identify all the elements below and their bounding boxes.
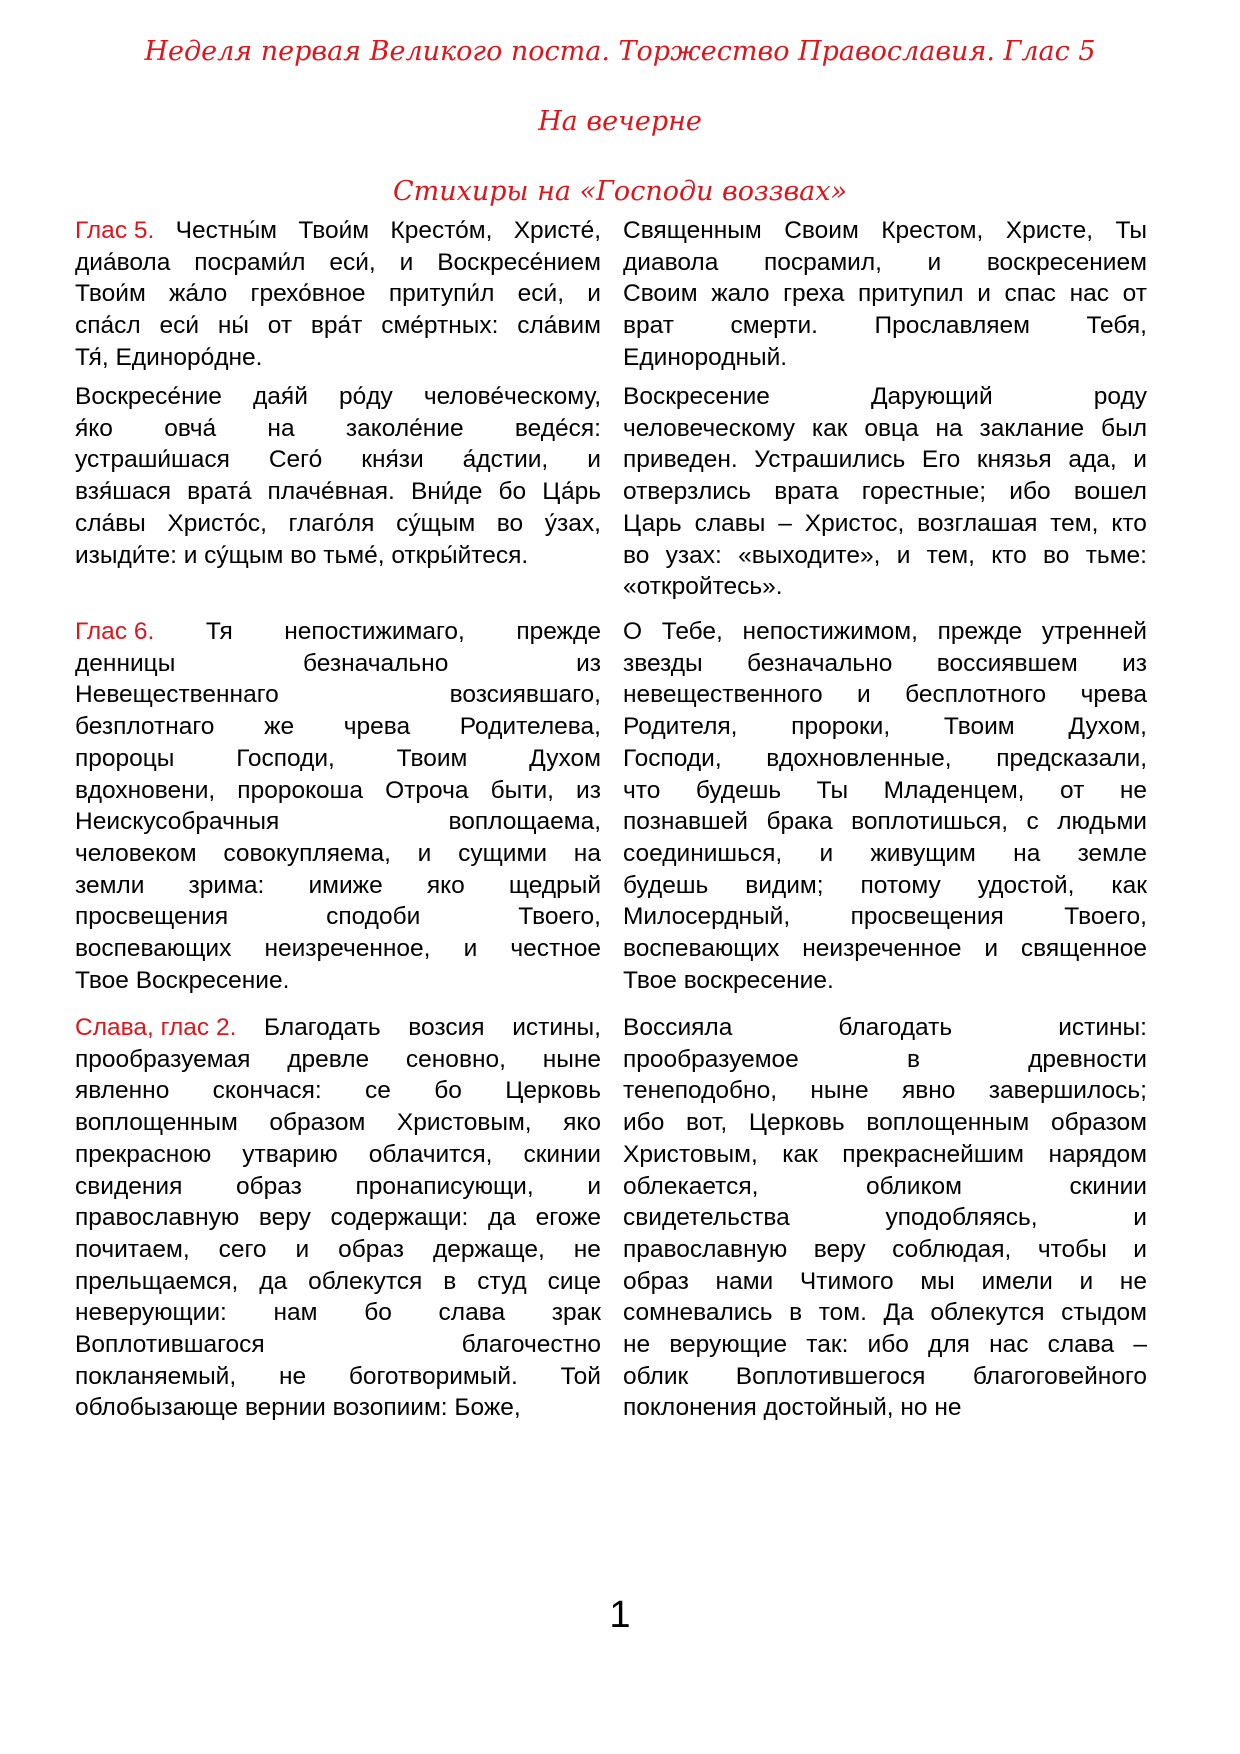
- russian-translation-line: Священным Своим Крестом, Христе, Ты: [623, 217, 1147, 244]
- document-title: Неделя первая Великого поста. Торжество Православия. Глас 5: [144, 36, 1096, 67]
- church-slavonic-line: неверующии: нам бо слава зрак: [75, 1299, 601, 1327]
- church-slavonic-line: свидения образ пронаписующи, и: [75, 1172, 601, 1200]
- rubric-label: Слава, глас 2.: [75, 1014, 237, 1041]
- russian-translation-line: соединишься, и живущим на земле: [623, 839, 1147, 867]
- church-slavonic-line: спа́сл еси́ ны́ от вра́т сме́ртных: сла́вим: [75, 312, 601, 340]
- russian-translation-line: будешь видим; потому удостой, как: [623, 871, 1147, 899]
- church-slavonic-line: явленно скончася: се бо Церковь: [75, 1077, 601, 1105]
- russian-translation-line: диавола посрамил, и воскресением: [623, 248, 1147, 276]
- russian-translation-line: не верующие так: ибо для нас слава –: [623, 1331, 1147, 1358]
- church-slavonic-line: воспевающих неизреченное, и честное: [75, 935, 601, 962]
- church-slavonic-line: я́ко овча́ на заколе́ние веде́ся:: [75, 414, 601, 442]
- church-slavonic-line: просвещения сподоби Твоего,: [75, 903, 601, 931]
- russian-translation-line: что будешь Ты Младенцем, от не: [623, 776, 1147, 804]
- russian-translation-line: во узах: «выходите», и тем, кто во тьме:: [623, 541, 1147, 569]
- church-slavonic-line: земли зрима: имиже яко щедрый: [75, 871, 601, 899]
- church-slavonic-line: Невещественнаго возсиявшаго,: [75, 681, 601, 709]
- russian-translation-line: образ нами Чтимого мы имели и не: [623, 1267, 1147, 1295]
- russian-translation-line: Воссияла благодать истины:: [623, 1014, 1147, 1041]
- church-slavonic-line: безплотнаго же чрева Родителева,: [75, 713, 601, 741]
- russian-translation-line: Милосердный, просвещения Твоего,: [623, 903, 1147, 931]
- russian-translation-line: тенеподобно, ныне явно завершилось;: [623, 1077, 1147, 1105]
- church-slavonic-line: сла́вы Христо́с, глаго́ля су́щым во у́зах,: [75, 509, 601, 537]
- russian-translation-line: ибо вот, Церковь воплощенным образом: [623, 1109, 1147, 1137]
- church-slavonic-line: человеком совокупляема, и сущими на: [75, 839, 601, 867]
- russian-translation-line: поклонения достойный, но не: [623, 1394, 962, 1422]
- church-slavonic-line: Твое Воскресение.: [75, 966, 290, 994]
- russian-translation-line: облекается, обликом скинии: [623, 1172, 1147, 1200]
- church-slavonic-line: Глас 6. Тя непостижимаго, прежде: [75, 615, 601, 649]
- russian-translation-line: прообразуемое в древности: [623, 1045, 1147, 1073]
- russian-translation-line: Господи, вдохновленные, предсказали,: [623, 744, 1147, 772]
- church-slavonic-line: вдохновени, пророкоша Отроча быти, из: [75, 776, 601, 804]
- russian-translation-line: православную веру соблюдая, чтобы и: [623, 1235, 1147, 1263]
- church-slavonic-line: Воплотившагося благочестно: [75, 1331, 601, 1358]
- russian-translation-line: Своим жало греха притупил и спас нас от: [623, 280, 1147, 308]
- russian-translation-line: свидетельства уподобляясь, и: [623, 1204, 1147, 1232]
- russian-translation-line: облик Воплотившегося благоговейного: [623, 1362, 1147, 1390]
- church-slavonic-line: Глас 5. Честны́м Твои́м Кресто́м, Христе́,: [75, 214, 601, 248]
- rubric-label: Глас 5.: [75, 217, 155, 244]
- russian-translation-line: врат смерти. Прославляем Тебя,: [623, 312, 1147, 340]
- church-slavonic-line: облобызающе вернии возопиим: Боже,: [75, 1394, 521, 1422]
- service-heading: На вечерне: [538, 106, 702, 137]
- church-slavonic-line: изыди́те: и су́щым во тьме́, откры́йтеся.: [75, 541, 529, 569]
- russian-translation-line: О Тебе, непостижимом, прежде утренней: [623, 618, 1147, 645]
- russian-translation-line: звезды безначально воссиявшем из: [623, 649, 1147, 677]
- russian-translation-line: познавшей брака воплотишься, с людьми: [623, 808, 1147, 836]
- church-slavonic-line: устраши́шася Сего́ кня́зи а́дстии, и: [75, 446, 601, 474]
- church-slavonic-line: почитаем, сего и образ держаще, не: [75, 1235, 601, 1263]
- russian-translation-line: Единородный.: [623, 343, 788, 371]
- church-slavonic-line: денницы безначально из: [75, 649, 601, 677]
- russian-translation-line: Твое воскресение.: [623, 966, 834, 994]
- church-slavonic-line: прельщаемся, да облекутся в студ сице: [75, 1267, 601, 1295]
- church-slavonic-line: Тя́, Единоро́дне.: [75, 343, 263, 371]
- russian-translation-line: Христовым, как прекраснейшим нарядом: [623, 1140, 1147, 1168]
- church-slavonic-line: Неискусобрачныя воплощаема,: [75, 808, 601, 836]
- russian-translation-line: невещественного и бесплотного чрева: [623, 681, 1147, 709]
- church-slavonic-line: православную веру содержащи: да егоже: [75, 1204, 601, 1232]
- church-slavonic-line: прообразуемая древле сеновно, ныне: [75, 1045, 601, 1073]
- church-slavonic-line: Твои́м жа́ло грехо́вное притупи́л еси́, и: [75, 280, 601, 308]
- church-slavonic-line: воплощенным образом Христовым, яко: [75, 1109, 601, 1137]
- russian-translation-line: приведен. Устрашились Его князья ада, и: [623, 446, 1147, 474]
- russian-translation-line: «откройтесь».: [623, 573, 783, 601]
- church-slavonic-line: взя́шася врата́ плаче́вная. Вни́де бо Ца́рь: [75, 478, 601, 506]
- russian-translation-line: Родителя, пророки, Твоим Духом,: [623, 713, 1147, 741]
- russian-translation-line: Воскресение Дарующий роду: [623, 383, 1147, 410]
- russian-translation-line: воспевающих неизреченное и священное: [623, 935, 1147, 962]
- page-number: 1: [609, 1594, 631, 1636]
- rubric-label: Глас 6.: [75, 618, 155, 645]
- church-slavonic-line: покланяемый, не боготворимый. Той: [75, 1362, 601, 1390]
- church-slavonic-line: Воскресе́ние дая́й ро́ду челове́ческому,: [75, 383, 601, 410]
- church-slavonic-line: прекрасною утварию облачится, скинии: [75, 1140, 601, 1168]
- church-slavonic-line: пророцы Господи, Твоим Духом: [75, 744, 601, 772]
- section-heading: Стихиры на «Господи воззвах»: [392, 176, 848, 207]
- church-slavonic-line: диа́вола посрами́л еси́, и Воскресе́нием: [75, 248, 601, 276]
- russian-translation-line: отверзлись врата горестные; ибо вошел: [623, 478, 1147, 506]
- russian-translation-line: человеческому как овца на заклание был: [623, 414, 1147, 442]
- russian-translation-line: сомневались в том. Да облекутся стыдом: [623, 1299, 1147, 1327]
- russian-translation-line: Царь славы – Христос, возглашая тем, кто: [623, 509, 1147, 537]
- church-slavonic-line: Слава, глас 2. Благодать возсия истины,: [75, 1011, 601, 1045]
